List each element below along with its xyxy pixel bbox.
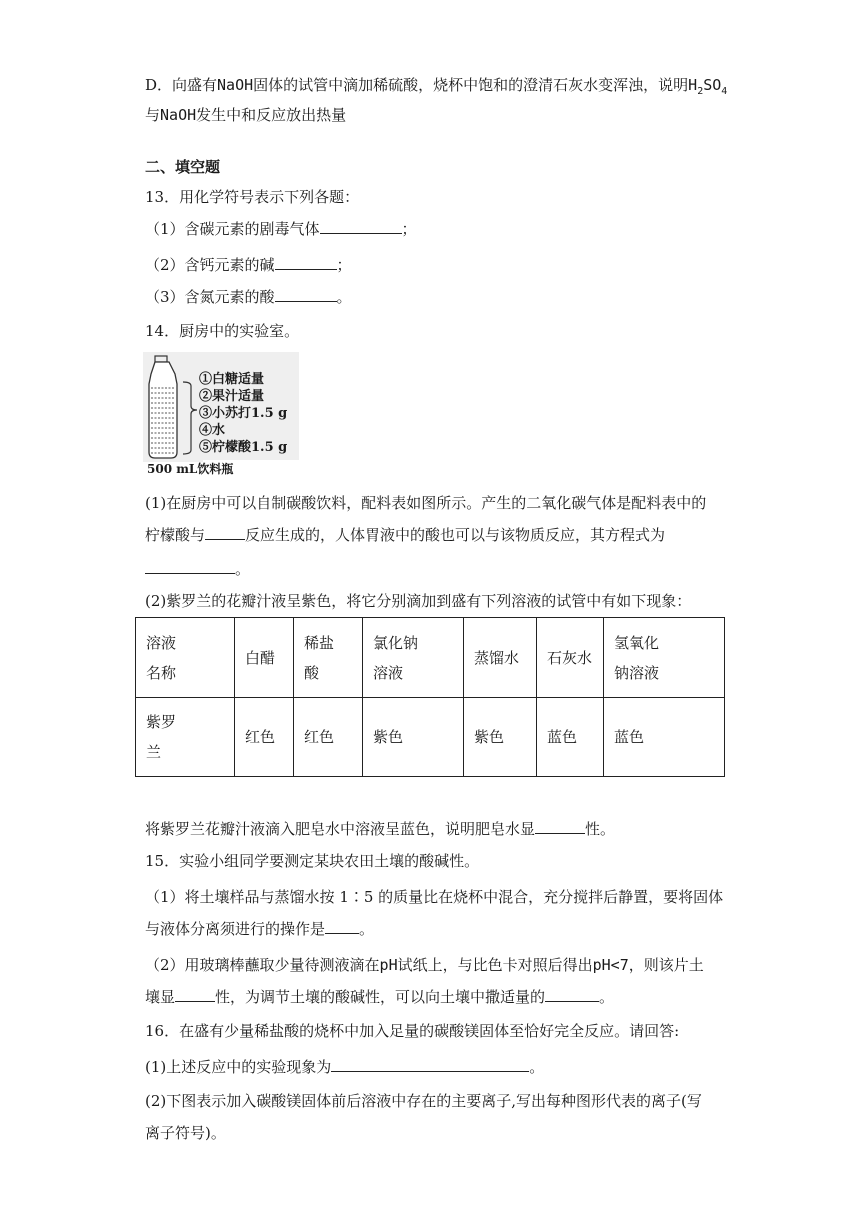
beverage-bottle-figure [143, 352, 299, 476]
option-d-line2: 与NaOH发生中和反应放出热量 [145, 106, 347, 124]
table-cell: 稀盐 酸 [294, 618, 363, 698]
q16-p2-line2: 离子符号)。 [145, 1124, 226, 1142]
table-cell: 红色 [235, 698, 294, 777]
ingredient-1: ①白糖适量 [199, 372, 265, 387]
q15-p1-line2: 与液体分离须进行的操作是 。 [145, 920, 375, 938]
answer-blank[interactable] [545, 987, 599, 1002]
answer-blank[interactable] [320, 219, 402, 234]
table-cell: 氢氧化 钠溶液 [604, 618, 725, 698]
q13-item-3: （3）含氮元素的酸 。 [145, 288, 352, 306]
answer-blank[interactable] [535, 819, 585, 834]
table-cell: 蓝色 [537, 698, 604, 777]
q13-item-1: （1）含碳元素的剧毒气体 ； [145, 220, 417, 238]
figure-caption: 500 mL饮料瓶 [147, 462, 234, 476]
q16-p1: (1)上述反应中的实验现象为 。 [145, 1058, 545, 1076]
q14-stem: 14．厨房中的实验室。 [145, 322, 300, 340]
q15-p2-line1: （2）用玻璃棒蘸取少量待测液滴在pH试纸上，与比色卡对照后得出pH<7，则该片土 [145, 956, 704, 974]
table-cell: 蓝色 [604, 698, 725, 777]
ingredient-4: ④水 [199, 423, 226, 438]
q14-p1-line3: 。 [145, 558, 250, 580]
table-cell: 红色 [294, 698, 363, 777]
q14-after-table: 将紫罗兰花瓣汁液滴入肥皂水中溶液呈蓝色，说明肥皂水显 性。 [145, 820, 616, 838]
table-cell: 紫色 [464, 698, 537, 777]
q15-stem: 15．实验小组同学要测定某块农田土壤的酸碱性。 [145, 852, 480, 870]
answer-blank[interactable] [145, 559, 235, 574]
q13-stem: 13．用化学符号表示下列各题： [145, 188, 360, 206]
bottle-icon [143, 352, 203, 462]
answer-blank[interactable] [275, 287, 337, 302]
table-cell: 氯化钠 溶液 [363, 618, 464, 698]
table-cell: 白醋 [235, 618, 294, 698]
option-d-line1: D．向盛有NaOH固体的试管中滴加稀硫酸，烧杯中饱和的澄清石灰水变浑浊，说明$H_2SO_4$ [145, 76, 728, 97]
answer-blank[interactable] [205, 525, 245, 540]
answer-blank[interactable] [175, 987, 215, 1002]
table-cell: 紫色 [363, 698, 464, 777]
violet-indicator-table [135, 617, 725, 777]
answer-blank[interactable] [275, 255, 337, 270]
answer-blank[interactable] [331, 1057, 529, 1072]
q15-p1-line1: （1）将土壤样品与蒸馏水按 1∶5 的质量比在烧杯中混合，充分搅拌后静置，要将固体 [145, 888, 724, 906]
q14-p1-line2: 柠檬酸与 反应生成的，人体胃液中的酸也可以与该物质反应，其方程式为 [145, 526, 666, 544]
table-cell: 紫罗 兰 [136, 698, 235, 777]
ingredient-5: ⑤柠檬酸1.5 g [199, 440, 288, 455]
q14-p2-line: (2)紫罗兰的花瓣汁液呈紫色，将它分别滴加到盛有下列溶液的试管中有如下现象： [145, 592, 692, 610]
table-header-row [136, 618, 725, 698]
q15-p2-line2: 壤显 性，为调节土壤的酸碱性，可以向土壤中撒适量的 。 [145, 988, 615, 1006]
q13-item-2: （2）含钙元素的碱 ； [145, 256, 352, 274]
ingredient-3: ③小苏打1.5 g [199, 406, 288, 421]
table-cell: 溶液 名称 [136, 618, 235, 698]
section-title: 二、填空题 [145, 158, 221, 176]
table-cell: 石灰水 [537, 618, 604, 698]
q16-p2-line1: (2)下图表示加入碳酸镁固体前后溶液中存在的主要离子,写出每种图形代表的离子(写 [145, 1092, 702, 1110]
q16-stem: 16．在盛有少量稀盐酸的烧杯中加入足量的碳酸镁固体至恰好完全反应。请回答: [145, 1022, 680, 1040]
ingredient-2: ②果汁适量 [199, 389, 265, 404]
answer-blank[interactable] [325, 919, 359, 934]
table-cell: 蒸馏水 [464, 618, 537, 698]
table-row [136, 698, 725, 777]
q14-p1-line1: (1)在厨房中可以自制碳酸饮料，配料表如图所示。产生的二氧化碳气体是配料表中的 [145, 494, 707, 512]
